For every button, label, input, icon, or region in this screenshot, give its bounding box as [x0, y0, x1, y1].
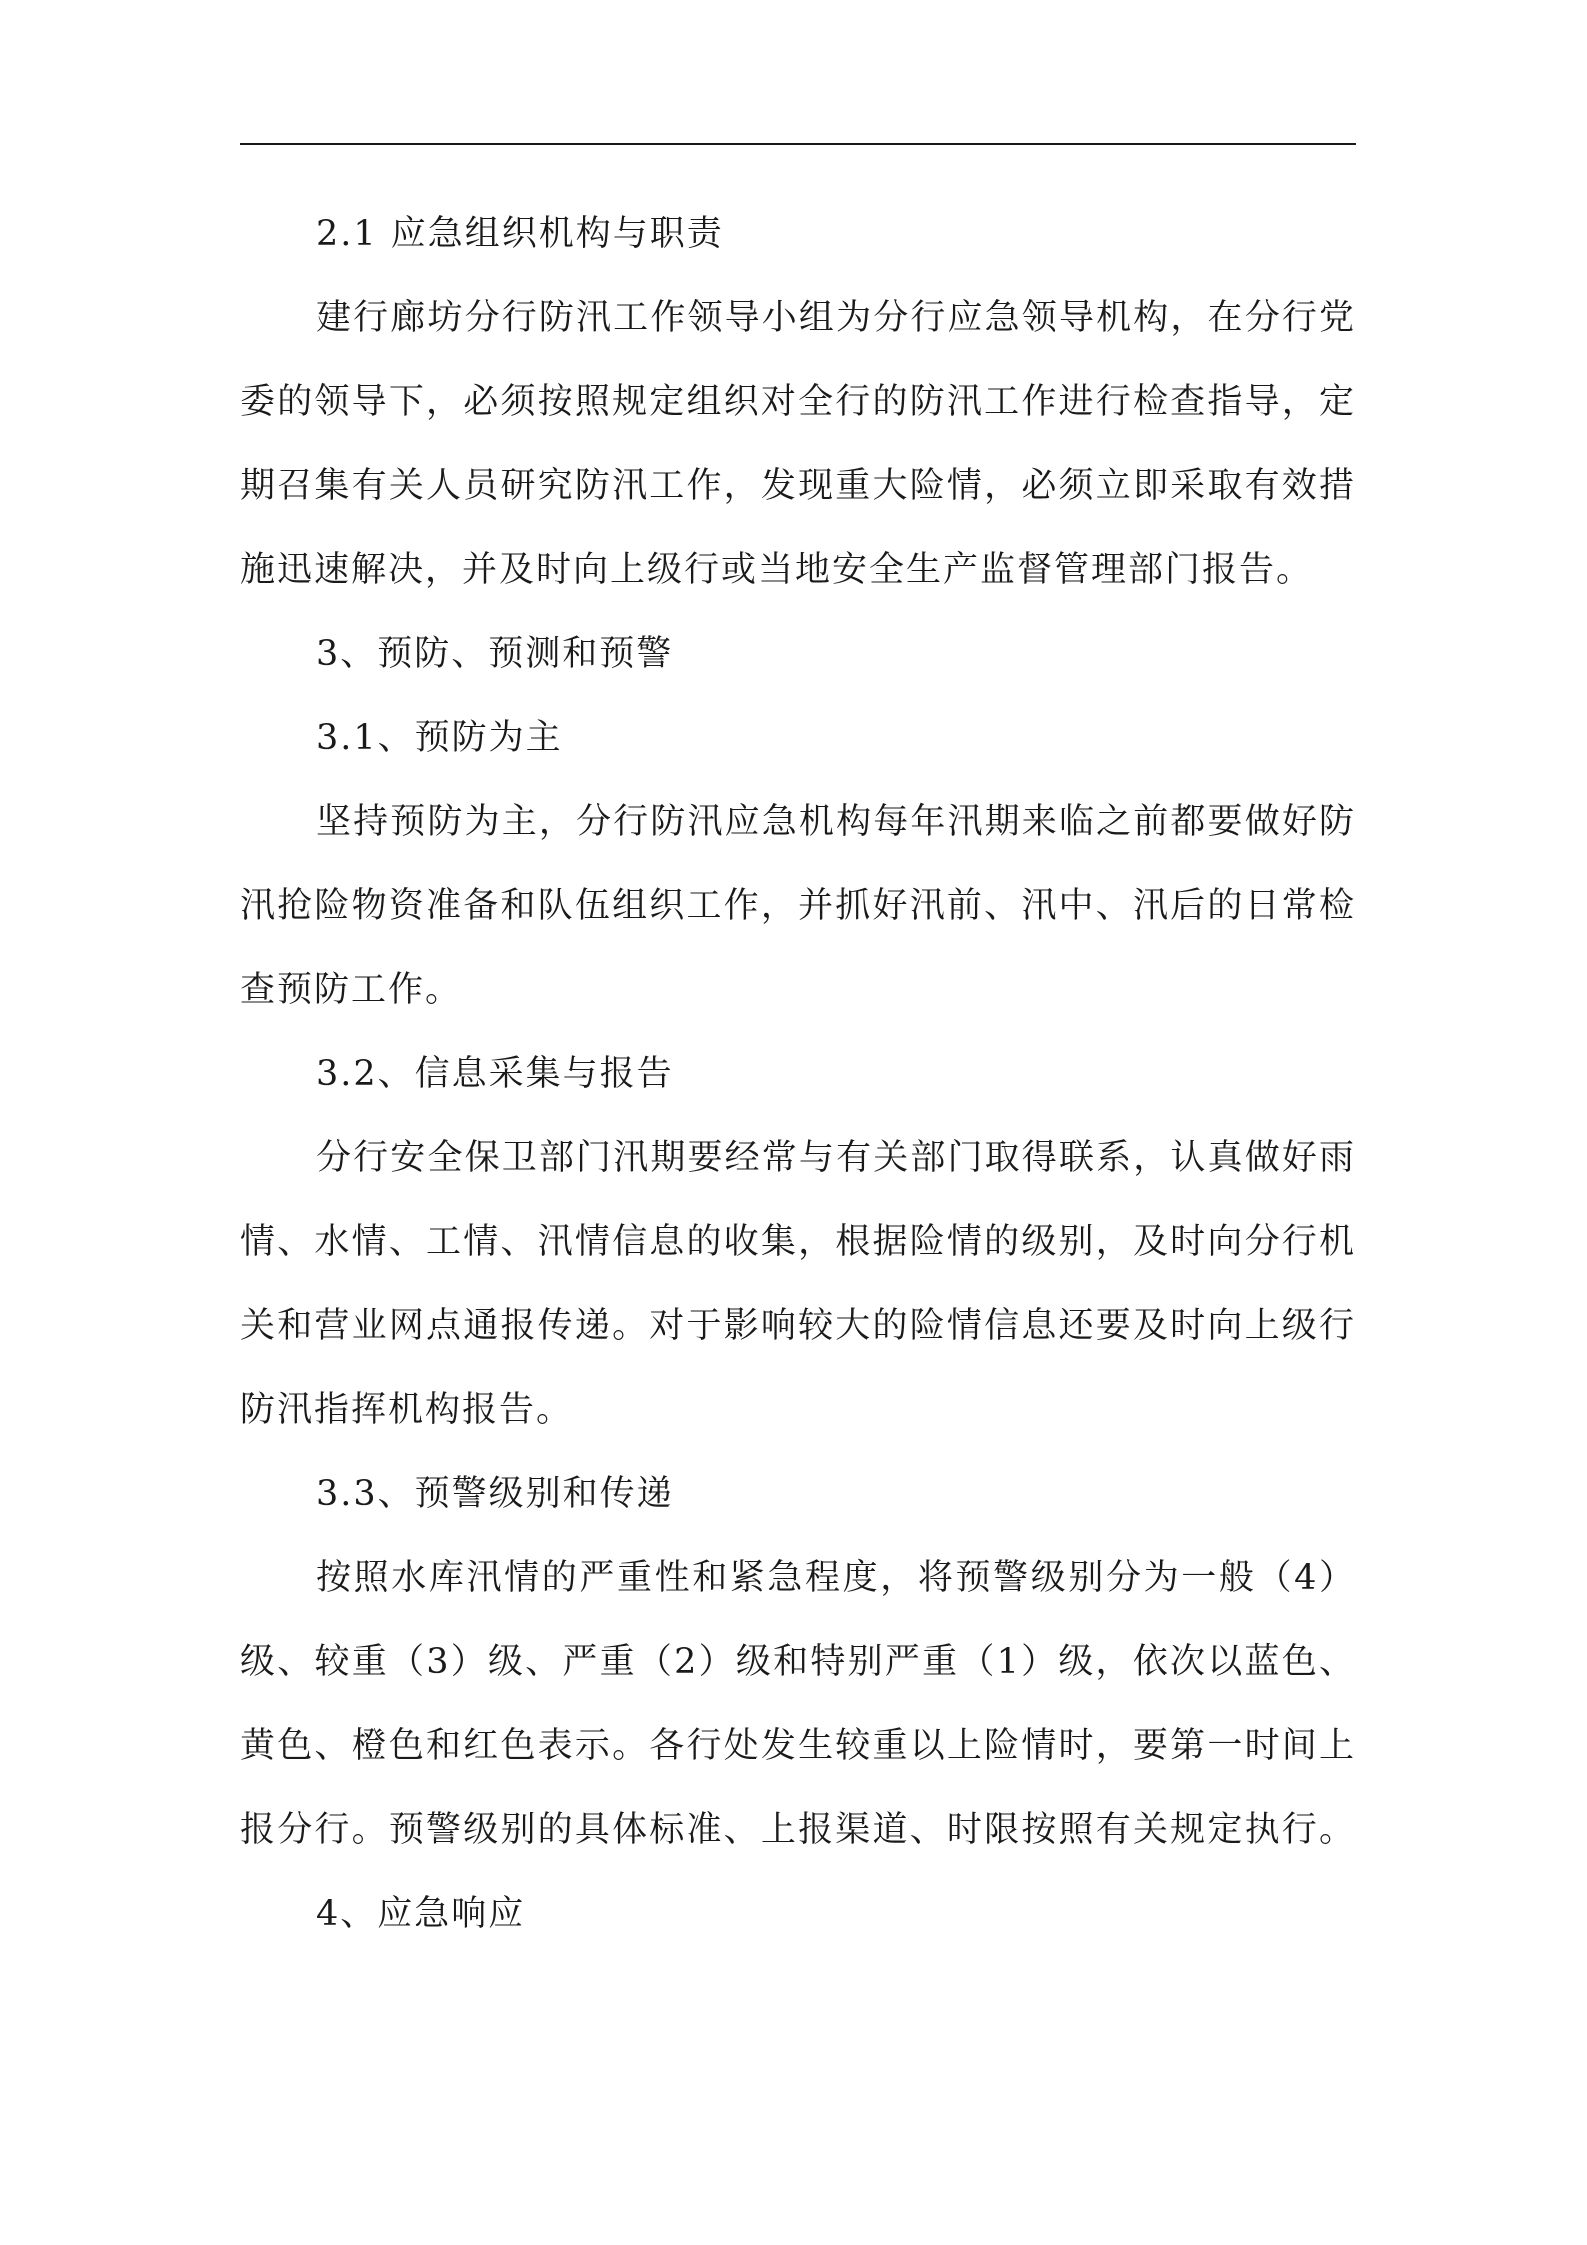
section-heading: 2.1 应急组织机构与职责: [316, 214, 724, 254]
section-heading: 3.3、预警级别和传递: [316, 1474, 674, 1514]
paragraph-line: 报分行。预警级别的具体标准、上报渠道、时限按照有关规定执行。: [240, 1810, 1356, 1850]
section-heading: 3、预防、预测和预警: [316, 634, 674, 674]
paragraph-line: 关和营业网点通报传递。对于影响较大的险情信息还要及时向上级行: [240, 1306, 1356, 1346]
paragraph-line: 汛抢险物资准备和队伍组织工作，并抓好汛前、汛中、汛后的日常检: [240, 886, 1356, 926]
paragraph-line: 防汛指挥机构报告。: [240, 1390, 574, 1430]
paragraph-line: 查预防工作。: [240, 970, 463, 1010]
paragraph-line: 级、较重（3）级、严重（2）级和特别严重（1）级，依次以蓝色、: [240, 1642, 1356, 1682]
section-heading: 3.2、信息采集与报告: [316, 1054, 674, 1094]
paragraph-line: 情、水情、工情、汛情信息的收集，根据险情的级别，及时向分行机: [240, 1222, 1356, 1262]
paragraph-line: 委的领导下，必须按照规定组织对全行的防汛工作进行检查指导，定: [240, 382, 1356, 422]
document-body: [240, 192, 1356, 1956]
section-heading: 3.1、预防为主: [316, 718, 563, 758]
paragraph-line: 分行安全保卫部门汛期要经常与有关部门取得联系，认真做好雨: [316, 1138, 1356, 1178]
paragraph-line: 按照水库汛情的严重性和紧急程度，将预警级别分为一般（4）: [316, 1558, 1356, 1598]
paragraph-line: 施迅速解决，并及时向上级行或当地安全生产监督管理部门报告。: [240, 550, 1314, 590]
paragraph-line: 坚持预防为主，分行防汛应急机构每年汛期来临之前都要做好防: [316, 802, 1356, 842]
paragraph-line: 期召集有关人员研究防汛工作，发现重大险情，必须立即采取有效措: [240, 466, 1356, 506]
paragraph-line: 黄色、橙色和红色表示。各行处发生较重以上险情时，要第一时间上: [240, 1726, 1356, 1766]
paragraph-line: 建行廊坊分行防汛工作领导小组为分行应急领导机构，在分行党: [316, 298, 1356, 338]
header-rule: [240, 143, 1356, 145]
section-heading: 4、应急响应: [316, 1894, 526, 1934]
